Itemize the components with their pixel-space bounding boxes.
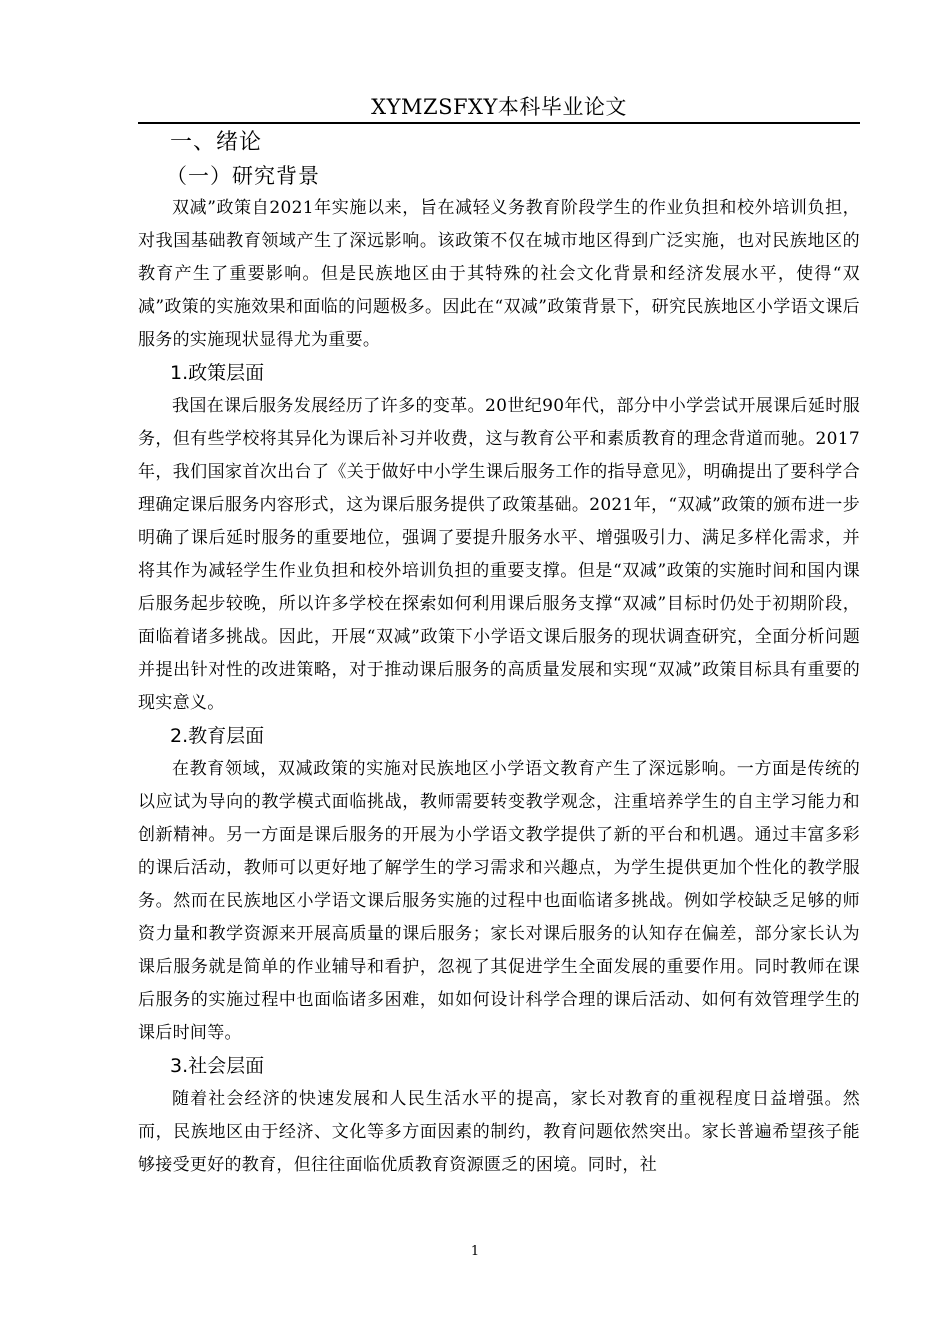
society-paragraph: 随着社会经济的快速发展和人民生活水平的提高，家长对教育的重视程度日益增强。然而，民族地区由于经济、文化等多方面因素的制约，教育问题依然突出。家长普遍希望孩子能够接受更好的教育，但往往面临优质教育资源匮乏的困境。同时，社: [138, 1089, 860, 1175]
subsection-title-education: 2.教育层面: [170, 725, 265, 747]
page-number: 1: [470, 1244, 480, 1259]
header-title: XYMZSFXY本科毕业论文: [371, 95, 627, 119]
page-header: [138, 92, 860, 124]
section-title: （一）研究背景: [166, 164, 320, 188]
subsection-title-policy: 1.政策层面: [170, 362, 265, 384]
chapter-title: 一、绪论: [170, 130, 263, 155]
document-body: [138, 122, 860, 1182]
education-paragraph: 在教育领域，双减政策的实施对民族地区小学语文教育产生了深远影响。一方面是传统的以应试为导向的教学模式面临挑战，教师需要转变教学观念，注重培养学生的自主学习能力和创新精神。另一方面是课后服务的开展为小学语文教学提供了新的平台和机遇。通过丰富多彩的课后活动，教师可以更好地了解学生的学习需求和兴趣点，为学生提供更加个性化的教学服务。然而在民族地区小学语文课后服务实施的过程中也面临诸多挑战。例如学校缺乏足够的师资力量和教学资源来开展高质量的课后服务；家长对课后服务的认知存在偏差，部分家长认为课后服务就是简单的作业辅导和看护，忽视了其促进学生全面发展的重要作用。同时教师在课后服务的实施过程中也面临诸多困难，如如何设计科学合理的课后活动、如何有效管理学生的课后时间等。: [138, 759, 860, 1043]
subsection-title-society: 3.社会层面: [170, 1055, 265, 1077]
intro-paragraph: 双减”政策自2021年实施以来，旨在减轻义务教育阶段学生的作业负担和校外培训负担，对我国基础教育领域产生了深远影响。该政策不仅在城市地区得到广泛实施，也对民族地区的教育产生了重要影响。但是民族地区由于其特殊的社会文化背景和经济发展水平，使得“双减”政策的实施效果和面临的问题极多。因此在“双减”政策背景下，研究民族地区小学语文课后服务的实施现状显得尤为重要。: [138, 198, 860, 350]
policy-paragraph: 我国在课后服务发展经历了许多的变革。20世纪90年代，部分中小学尝试开展课后延时服务，但有些学校将其异化为课后补习并收费，这与教育公平和素质教育的理念背道而驰。2017年，我们国家首次出台了《关于做好中小学生课后服务工作的指导意见》，明确提出了要科学合理确定课后服务内容形式，这为课后服务提供了政策基础。2021年，“双减”政策的颁布进一步明确了课后延时服务的重要地位，强调了要提升服务水平、增强吸引力、满足多样化需求，并将其作为减轻学生作业负担和校外培训负担的重要支撑。但是“双减”政策的实施时间和国内课后服务起步较晚，所以许多学校在探索如何利用课后服务支撑“双减”目标时仍处于初期阶段，面临着诸多挑战。因此，开展“双减”政策下小学语文课后服务的现状调查研究，全面分析问题并提出针对性的改进策略，对于推动课后服务的高质量发展和实现“双减”政策目标具有重要的现实意义。: [138, 396, 860, 713]
